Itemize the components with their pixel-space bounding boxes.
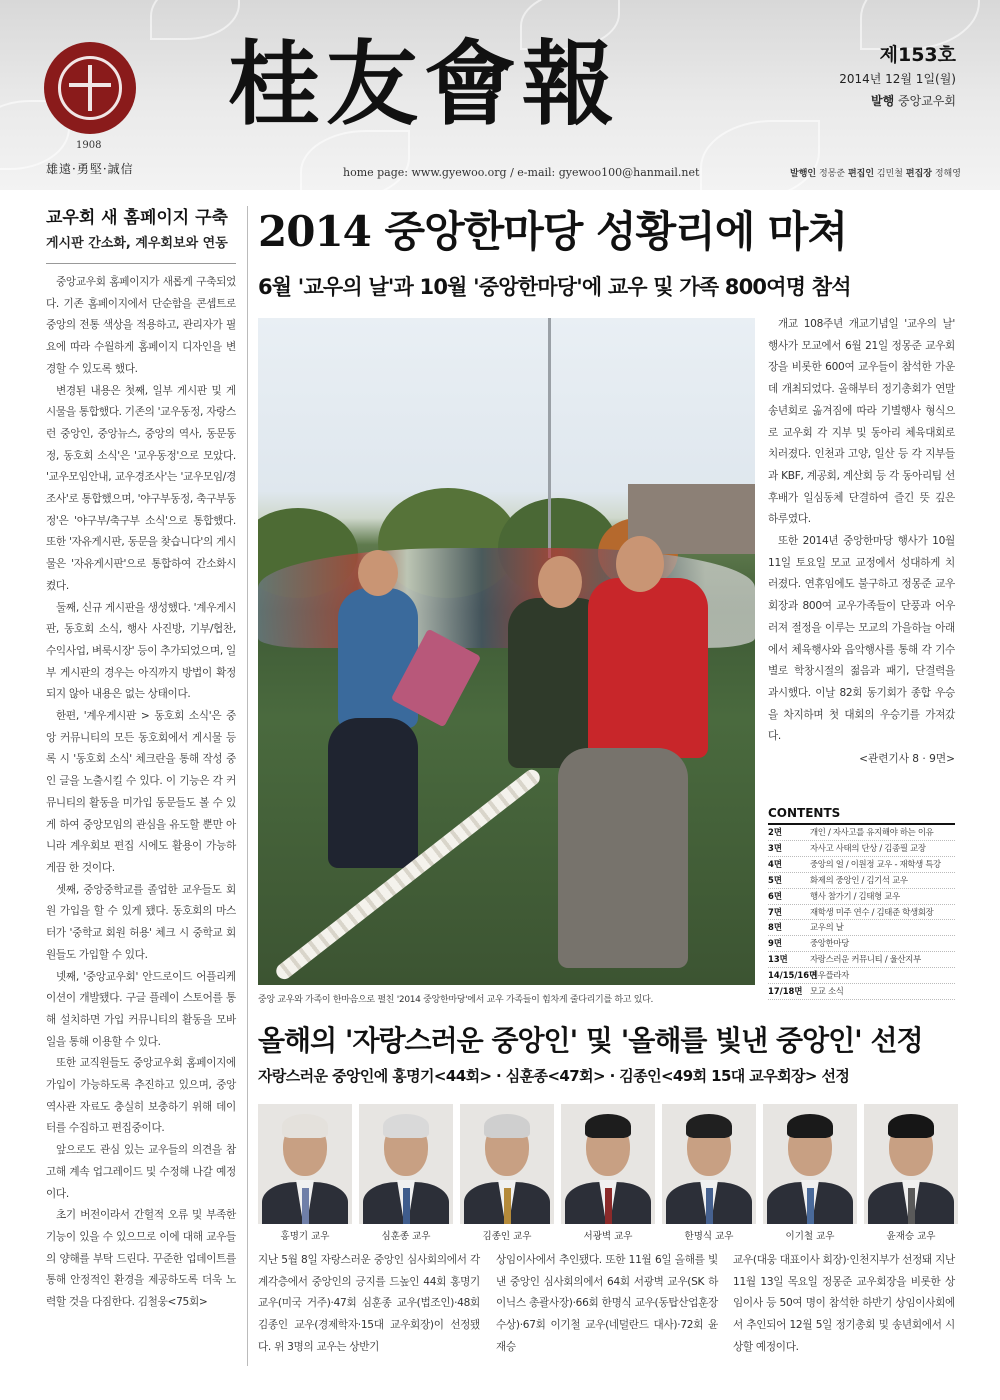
portrait-name: 서광벽 교우 <box>583 1231 633 1242</box>
contents-item <box>768 857 955 873</box>
staff-role: 편집인 <box>847 169 875 179</box>
portrait-photo <box>662 1104 756 1224</box>
portrait-name: 이기철 교우 <box>785 1231 835 1242</box>
contents-item <box>768 905 955 921</box>
tug-of-war-photo <box>258 318 755 985</box>
second-headline: 올해의 '자랑스러운 중앙인' 및 '올해를 빛낸 중앙인' 선정 <box>258 1024 923 1057</box>
column-divider <box>247 206 248 1366</box>
publisher-name: 중앙교우회 <box>898 94 956 108</box>
staff-role: 편집장 <box>905 169 932 179</box>
staff-name: 김민철 <box>876 169 903 179</box>
paragraph: 둘째, 신규 게시판을 생성했다. '계우게시판, 동호회 소식, 행사 사진방, 기부/협찬, 수익사업, 벼룩시장' 등이 추가되었으며, 일부 게시판의 경우는 아직까지 방법이 확정되지 않아 내용은 없는 상태이다. <box>46 601 236 701</box>
portrait-tie <box>908 1188 915 1224</box>
related-articles: <관련기사 8 · 9면> <box>859 753 955 766</box>
contents-item <box>768 952 955 968</box>
contents-item <box>768 889 955 905</box>
publisher-label: 발행 <box>871 94 895 108</box>
portrait-name: 심훈종 교우 <box>381 1231 431 1242</box>
portrait-card <box>460 1104 554 1250</box>
paragraph: 또한 2014년 중앙한마당 행사가 10월 11일 토요일 모교 교정에서 성대하게 치러졌다. 연휴임에도 불구하고 정몽준 교우회장과 800여 교우가족들이 단풍과 어우러져 절정을 이루는 모교의 가을하늘 아래에서 체육행사와 음악행사를 통해 각 기수별로 학창시절의 젊음과 패기, 단결력을 과시했다. 이날 82회 동기회가 종합 우승을 차지하며 첫 대회의 우승기를 가져갔다. <box>768 535 955 743</box>
portrait-tie <box>403 1188 410 1224</box>
portrait-hair <box>888 1114 934 1138</box>
divider <box>46 263 236 264</box>
homepage-contact: home page: www.gyewoo.org / e-mail: gyewoo100@hanmail.net <box>343 166 700 179</box>
staff-name: 정몽준 <box>818 169 846 179</box>
portrait-card <box>763 1104 857 1250</box>
contents-item <box>768 825 955 841</box>
contents-desc: 자사고 사태의 단상 / 김종필 교장 <box>810 842 926 853</box>
portrait-card <box>258 1104 352 1250</box>
contents-page: 3면 <box>768 842 782 853</box>
contents-page: 5면 <box>768 874 782 885</box>
portrait-tie <box>605 1188 612 1224</box>
contents-desc: 행사 참가기 / 김태형 교우 <box>810 890 900 901</box>
seal-emblem-icon <box>58 56 122 120</box>
photo-caption: 중앙 교우와 가족이 한마음으로 펼친 '2014 중앙한마당'에서 교우 가족들이 힘차게 줄다리기를 하고 있다. <box>258 995 654 1005</box>
staff-role: 발행인 <box>790 169 817 179</box>
lead-headline: 2014 중앙한마당 성황리에 마쳐 <box>258 207 848 256</box>
contents-item <box>768 984 955 1000</box>
school-motto: 雄遠·勇堅·誠信 <box>46 162 134 176</box>
light-pole <box>548 318 551 558</box>
person-head <box>616 536 664 592</box>
portrait-photo <box>359 1104 453 1224</box>
paragraph: 또한 교직원들도 중앙교우회 홈페이지에 가입이 가능하도록 추진하고 있으며, 중앙 역사관 자료도 충실히 보충하기 위해 데이터를 수집하고 편집중이다. <box>46 1057 236 1135</box>
portrait-card <box>359 1104 453 1250</box>
contents-desc: 재학생 미주 연수 / 김태준 학생회장 <box>810 906 934 917</box>
person-head <box>358 550 398 596</box>
contents-page: 6면 <box>768 890 782 901</box>
contents-desc: 교우의 날 <box>810 922 844 933</box>
leaf-pattern <box>150 0 240 40</box>
portrait-name: 김종인 교우 <box>482 1231 532 1242</box>
contents-desc: 개인 / 자사고를 유지해야 하는 이유 <box>810 827 934 837</box>
portrait-hair <box>686 1114 732 1138</box>
portrait-hair <box>282 1114 328 1138</box>
contents-item <box>768 873 955 889</box>
paragraph: 중앙교우회 홈페이지가 새롭게 구축되었다. 기존 홈페이지에서 단순함을 콘셉트로 중앙의 전통 색상을 적용하고, 관리자가 필요에 따라 수월하게 홈페이지 디자인을 변경할 수 있도록 했다. <box>46 276 236 375</box>
contents-page: 14/15/16면 <box>768 970 818 981</box>
portrait-hair <box>383 1114 429 1138</box>
staff-name: 정해영 <box>934 169 961 179</box>
portrait-name: 윤재승 교우 <box>886 1231 936 1242</box>
portrait-photo <box>763 1104 857 1224</box>
paragraph: 넷째, '중앙교우회' 안드로이드 어플리케이션이 개발됐다. 구글 플레이 스토어를 통해 설치하면 가입 커뮤니티의 활동을 모바일을 통해 이용할 수 있다. <box>46 970 236 1048</box>
portrait-photo <box>460 1104 554 1224</box>
founded-year: 1908 <box>76 140 102 151</box>
contents-item <box>768 936 955 952</box>
sidebar-headline: 교우회 새 홈페이지 구축 <box>46 208 228 228</box>
portrait-name: 한명식 교우 <box>684 1231 734 1242</box>
portrait-card <box>662 1104 756 1250</box>
paragraph: 상임이사에서 추인됐다. 또한 11월 6일 올해를 빛낸 중앙인 심사회의에서 64회 서광벽 교우(SK 하이닉스 총괄사장)·66회 한명식 교우(동탑산업훈장 수상)·67회 이기철 교우(네덜란드 대사)·72회 윤재승 <box>496 1254 718 1353</box>
issue-number: 제153호 <box>879 44 956 66</box>
paragraph: 개교 108주년 개교기념일 '교우의 날' 행사가 모교에서 6월 21일 정몽준 교우회장을 비롯한 600여 교우들이 참석한 가운데 개최되었다. 올해부터 정기총회가 연말 송년회로 옮겨짐에 따라 기별행사 형식으로 교우회 각 지부 및 동아리 체육대회로 치러졌다. 인천과 고양, 일산 등 각 지부들과 KBF, 계공회, 계산회 등 각 동아리팀 선후배가 일심동체 단결하여 즐긴 뜻 깊은 하루였다. <box>768 318 955 526</box>
portrait-photo <box>864 1104 958 1224</box>
paragraph: 변경된 내용은 첫째, 일부 게시판 및 게시물을 통합했다. 기존의 '교우동정, 자랑스런 중앙인, 중앙뉴스, 중앙의 역사, 동문동정, 동호회 소식'은 '교우동정'으로 모았다. '교우모임안내, 교우경조사'는 '교우모임/경조사'로 통합했으며, '야구부동정, 축구부동정'은 '야구부/축구부 소식'으로 통합했다. 또한 '자유게시판, 동문을 찾습니다'의 게시물은 '자유게시판'으로 통합하여 간소화시켰다. <box>46 384 236 592</box>
paragraph: 한편, '계우게시판 > 동호회 소식'은 중앙 커뮤니티의 모든 동호회에서 게시물 등록 시 '동호회 소식' 체크란을 통해 작성 중인 글을 노출시킬 수 있다. 이 기능은 각 커뮤니티의 활동을 미가입 동문들도 볼 수 있게 하여 중앙모임의 관심을 유도할 뿐만 아니라 계우회보 편집 시에도 활용이 가능하게끔 한 것이다. <box>46 710 236 874</box>
publisher-line <box>800 92 956 109</box>
portrait-hair <box>484 1114 530 1138</box>
masthead <box>0 0 1000 190</box>
contents-page: 7면 <box>768 906 782 917</box>
contents-desc: 모교 소식 <box>810 986 844 997</box>
contents-page: 4면 <box>768 858 782 869</box>
contents-item <box>768 920 955 936</box>
portrait-tie <box>302 1188 309 1224</box>
contents-page: 2면 <box>768 827 782 837</box>
contents-page: 8면 <box>768 922 782 933</box>
paragraph: 셋째, 중앙중학교를 졸업한 교우들도 회원 가입을 할 수 있게 됐다. 동호회의 마스터가 '중학교 회원 허용' 체크 시 중학교 회원들도 가입할 수 있다. <box>46 883 236 961</box>
paragraph: 지난 5월 8일 자랑스러운 중앙인 심사회의에서 각계각층에서 중앙인의 긍지를 드높인 44회 홍명기 교우(미국 거주)·47회 심훈종 교우(법조인)·48회 김종인 교우(경제학자·15대 교우회장)이 선정됐다. 위 3명의 교우는 상반기 <box>258 1254 480 1353</box>
paragraph: 교우(대웅 대표이사 회장)·인천지부가 선정돼 지난 11월 13일 목요일 정몽준 교우회장을 비롯한 상임이사 등 50여 명이 참석한 하반기 상임이사회에서 추인되어 12월 5일 정기총회 및 송년회에서 시상할 예정이다. <box>733 1254 955 1353</box>
portrait-card <box>561 1104 655 1250</box>
contents-box <box>768 806 955 1000</box>
contents-title: CONTENTS <box>768 806 955 825</box>
lead-body <box>768 314 955 770</box>
contents-page: 9면 <box>768 938 782 949</box>
second-body-column <box>258 1250 480 1359</box>
contents-desc: 계우플라자 <box>810 970 849 981</box>
school-seal-logo <box>44 42 136 134</box>
newspaper-title: 桂友會報 <box>228 30 621 138</box>
contents-desc: 중앙의 얼 / 이원정 교우 - 재학생 특강 <box>810 858 941 869</box>
contents-page: 17/18면 <box>768 986 803 997</box>
person-head <box>538 556 582 608</box>
contents-desc: 중앙한마당 <box>810 938 849 949</box>
portrait-hair <box>787 1114 833 1138</box>
sidebar-subheadline: 게시판 간소화, 계우회보와 연동 <box>46 236 228 251</box>
staff-credits <box>790 166 961 179</box>
second-body-column <box>496 1250 718 1359</box>
portrait-tie <box>706 1188 713 1224</box>
contents-item <box>768 968 955 984</box>
person-grey-pants <box>558 748 688 968</box>
issue-date: 2014년 12월 1일(월) <box>839 72 956 86</box>
lead-subheadline: 6월 '교우의 날'과 10월 '중앙한마당'에 교우 및 가족 800여명 참석 <box>258 275 851 299</box>
portrait-photo <box>258 1104 352 1224</box>
paragraph: 앞으로도 관심 있는 교우들의 의견을 참고해 계속 업그레이드 및 수정해 나갈 예정이다. <box>46 1144 236 1200</box>
portrait-tie <box>504 1188 511 1224</box>
contents-page: 13면 <box>768 954 788 965</box>
second-subheadline: 자랑스러운 중앙인에 홍명기<44회> · 심훈종<47회> · 김종인<49회 15대 교우회장> 선정 <box>258 1067 850 1085</box>
portrait-photo <box>561 1104 655 1224</box>
contents-desc: 자랑스러운 커뮤니티 / 울산지부 <box>810 954 921 965</box>
second-body-column <box>733 1250 955 1359</box>
portrait-tie <box>807 1188 814 1224</box>
sidebar-article <box>46 206 236 1366</box>
portrait-card <box>864 1104 958 1250</box>
paragraph: 초기 버전이라서 간헐적 오류 및 부족한 기능이 있을 수 있으므로 이에 대해 교우들의 양해를 부탁 드린다. 꾸준한 업데이트를 통해 안정적인 환경을 제공하도록 더욱 노력할 것을 다짐한다. 김철웅<75회> <box>46 1209 236 1309</box>
contents-desc: 화제의 중앙인 / 김기석 교우 <box>810 874 908 885</box>
portrait-row <box>258 1104 955 1250</box>
portrait-name: 홍명기 교우 <box>280 1231 330 1242</box>
contents-item <box>768 841 955 857</box>
portrait-hair <box>585 1114 631 1138</box>
person-legs <box>328 718 418 868</box>
person-red-shirt <box>588 578 708 758</box>
sidebar-body <box>46 272 236 1314</box>
